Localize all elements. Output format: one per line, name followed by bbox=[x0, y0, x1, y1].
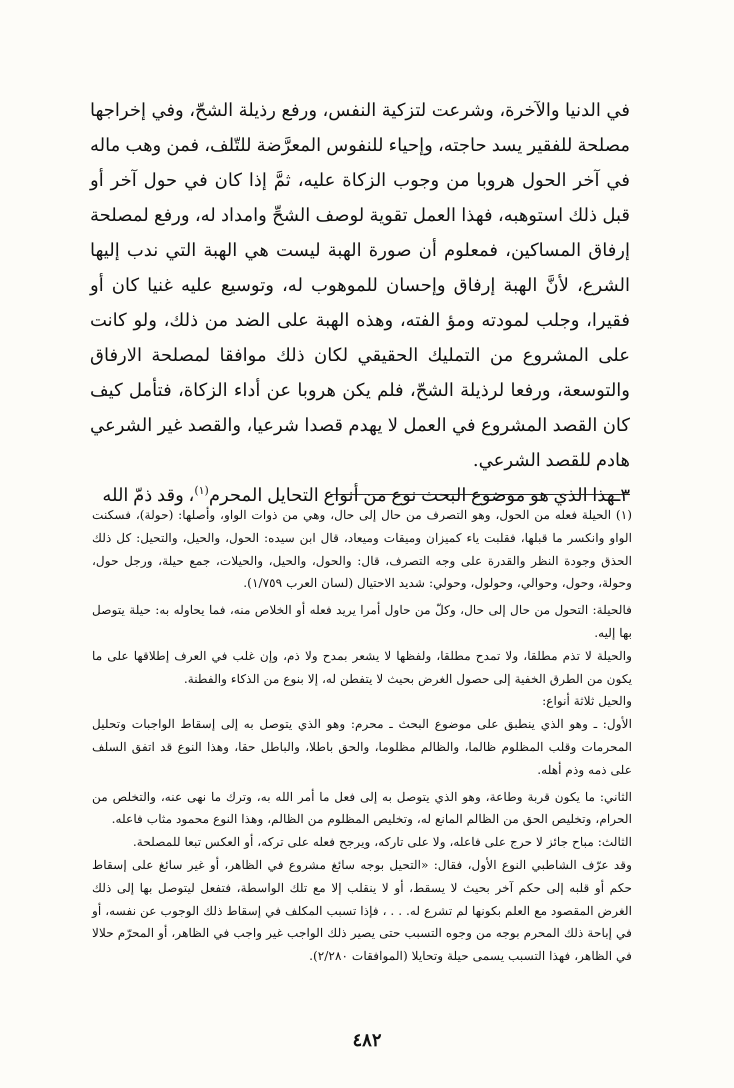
footnote-separator bbox=[330, 494, 630, 495]
footnote-paragraph: فالحيلة: التحول من حال إلى حال، وكلّ من حاول أمرا يريد فعله أو الخلاص منه، فما يحاوله به: حيلة يتوصل بها إليه. bbox=[92, 603, 632, 640]
footnote-paragraph: والحيلة لا تذم مطلقا، ولا تمدح مطلقا، ولفظها لا يشعر بمدح ولا ذم، وإن غلب في العرف إطلاقها على ما يكون من الطرق الخفية إلى حصول الغرض بحيث لا يتفطن له، إلا بنوع من الذكاء والفطنة. bbox=[92, 648, 632, 686]
footnote-1: (١) الحيلة فعله من الحول، وهو التصرف من حال إلى حال، وهي من ذوات الواو، وأصلها: (حولة)، فسكنت الواو وانكسر ما قبلها، فقلبت ياء كميزان وميقات وميعاد، قال ابن سيده: الحول، والحيل، والتحيل: كل ذلك الحذق وجودة النظر والقدرة على وجه التصرف، قال: والحول، والحيل، والحيلات، جمع حيلة، ورجل حول، وحولة، وحول، وحوالي، وحولول، وحولي: شديد الاحتيال (لسان العرب ١/٧٥٩). bbox=[92, 508, 632, 591]
footnote-paragraph: الثاني: ما يكون قربة وطاعة، وهو الذي يتوصل به إلى فعل ما أمر الله به، وترك ما نهى عنه، والتخلص من الحرام، وتخليص الحق من الظالم المانع له، وتخليص المظلوم من الظالم، وهذا النوع محمود مثاب فاعله. bbox=[92, 789, 632, 827]
page-number: ٤٨٢ bbox=[352, 1030, 382, 1051]
main-text bbox=[90, 93, 630, 513]
footnote-paragraph: الثالث: مباح جائز لا حرج على فاعله، ولا على تاركه، ويرجح فعله على تركه، أو العكس تبعا للمصلحة. bbox=[132, 835, 632, 850]
main-paragraph: في الدنيا والآخرة، وشرعت لتزكية النفس، ورفع رذيلة الشحّ، وفي إخراجها مصلحة للفقير يسد حاجته، وإحياء للنفوس المعرَّضة للتّلف، فمن وهب ماله في آخر الحول هروبا من وجوب الزكاة عليه، ثمَّ إذا كان في حول آخر أو قبل ذلك استوهبه، فهذا العمل تقوية لوصف الشحِّ وامداد له، ورفع لمصلحة إرفاق المساكين، فمعلوم أن صورة الهبة ليست هي الهبة التي ندب إليها الشرع، لأنَّ الهبة إرفاق وإحسان للموهوب له، وتوسيع عليه غنيا كان أو فقيرا، وجلب لمودته ومؤ الفته، وهذه الهبة على الضد من ذلك، ولو كانت على المشروع من التمليك الحقيقي لكان ذلك موافقا لمصلحة الارفاق والتوسعة، ورفعا لرذيلة الشحّ، فلم يكن هروبا عن أداء الزكاة، فتأمل كيف كان القصد المشروع في العمل لا يهدم قصدا شرعيا، والقصد غير الشرعي هادم للقصد الشرعي. bbox=[90, 100, 630, 471]
footnotes bbox=[92, 504, 632, 968]
footnote-paragraph: وقد عرّف الشاطبي النوع الأول، فقال: «التحيل بوجه سائغ مشروع في الظاهر، أو غير سائغ على إسقاط حكم أو قلبه إلى حكم آخر بحيث لا يسقط، أو لا ينقلب إلا مع تلك الواسطة، فتفعل ليتوصل بها إلى ذلك الغرض المقصود مع العلم بكونها لم تشرع له. . . ، فإذا تسبب المكلف في إسقاط ذلك الوجوب عن نفسه، أو في إباحة ذلك المحرم بوجه من وجوه التسبب حتى يصير ذلك الواجب غير واجب في الظاهر، أو المحرّم حلالا في الظاهر، فهذا التسبب يسمى حيلة وتحايلا (الموافقات ٢/٢٨٠). bbox=[92, 857, 632, 964]
footnote-paragraph: الأول: ـ وهو الذي ينطبق على موضوع البحث ـ محرم: وهو الذي يتوصل به إلى إسقاط الواجبات وتحليل المحرمات وقلب المظلوم ظالما، والظالم مظلوما، والحق باطلا، والباطل حقا، وهذا النوع قد اتفق السلف على ذمه وذم أهله. bbox=[92, 717, 632, 777]
footnote-reference: (١) bbox=[194, 484, 209, 497]
footnote-paragraph: والحيل ثلاثة أنواع: bbox=[542, 694, 632, 709]
point-three-text: ٣ـهذا الذي هو موضوع البحث نوع من أنواع التحايل المحرم bbox=[208, 485, 630, 506]
point-three-tail: ، وقد ذمّ الله bbox=[102, 485, 195, 506]
